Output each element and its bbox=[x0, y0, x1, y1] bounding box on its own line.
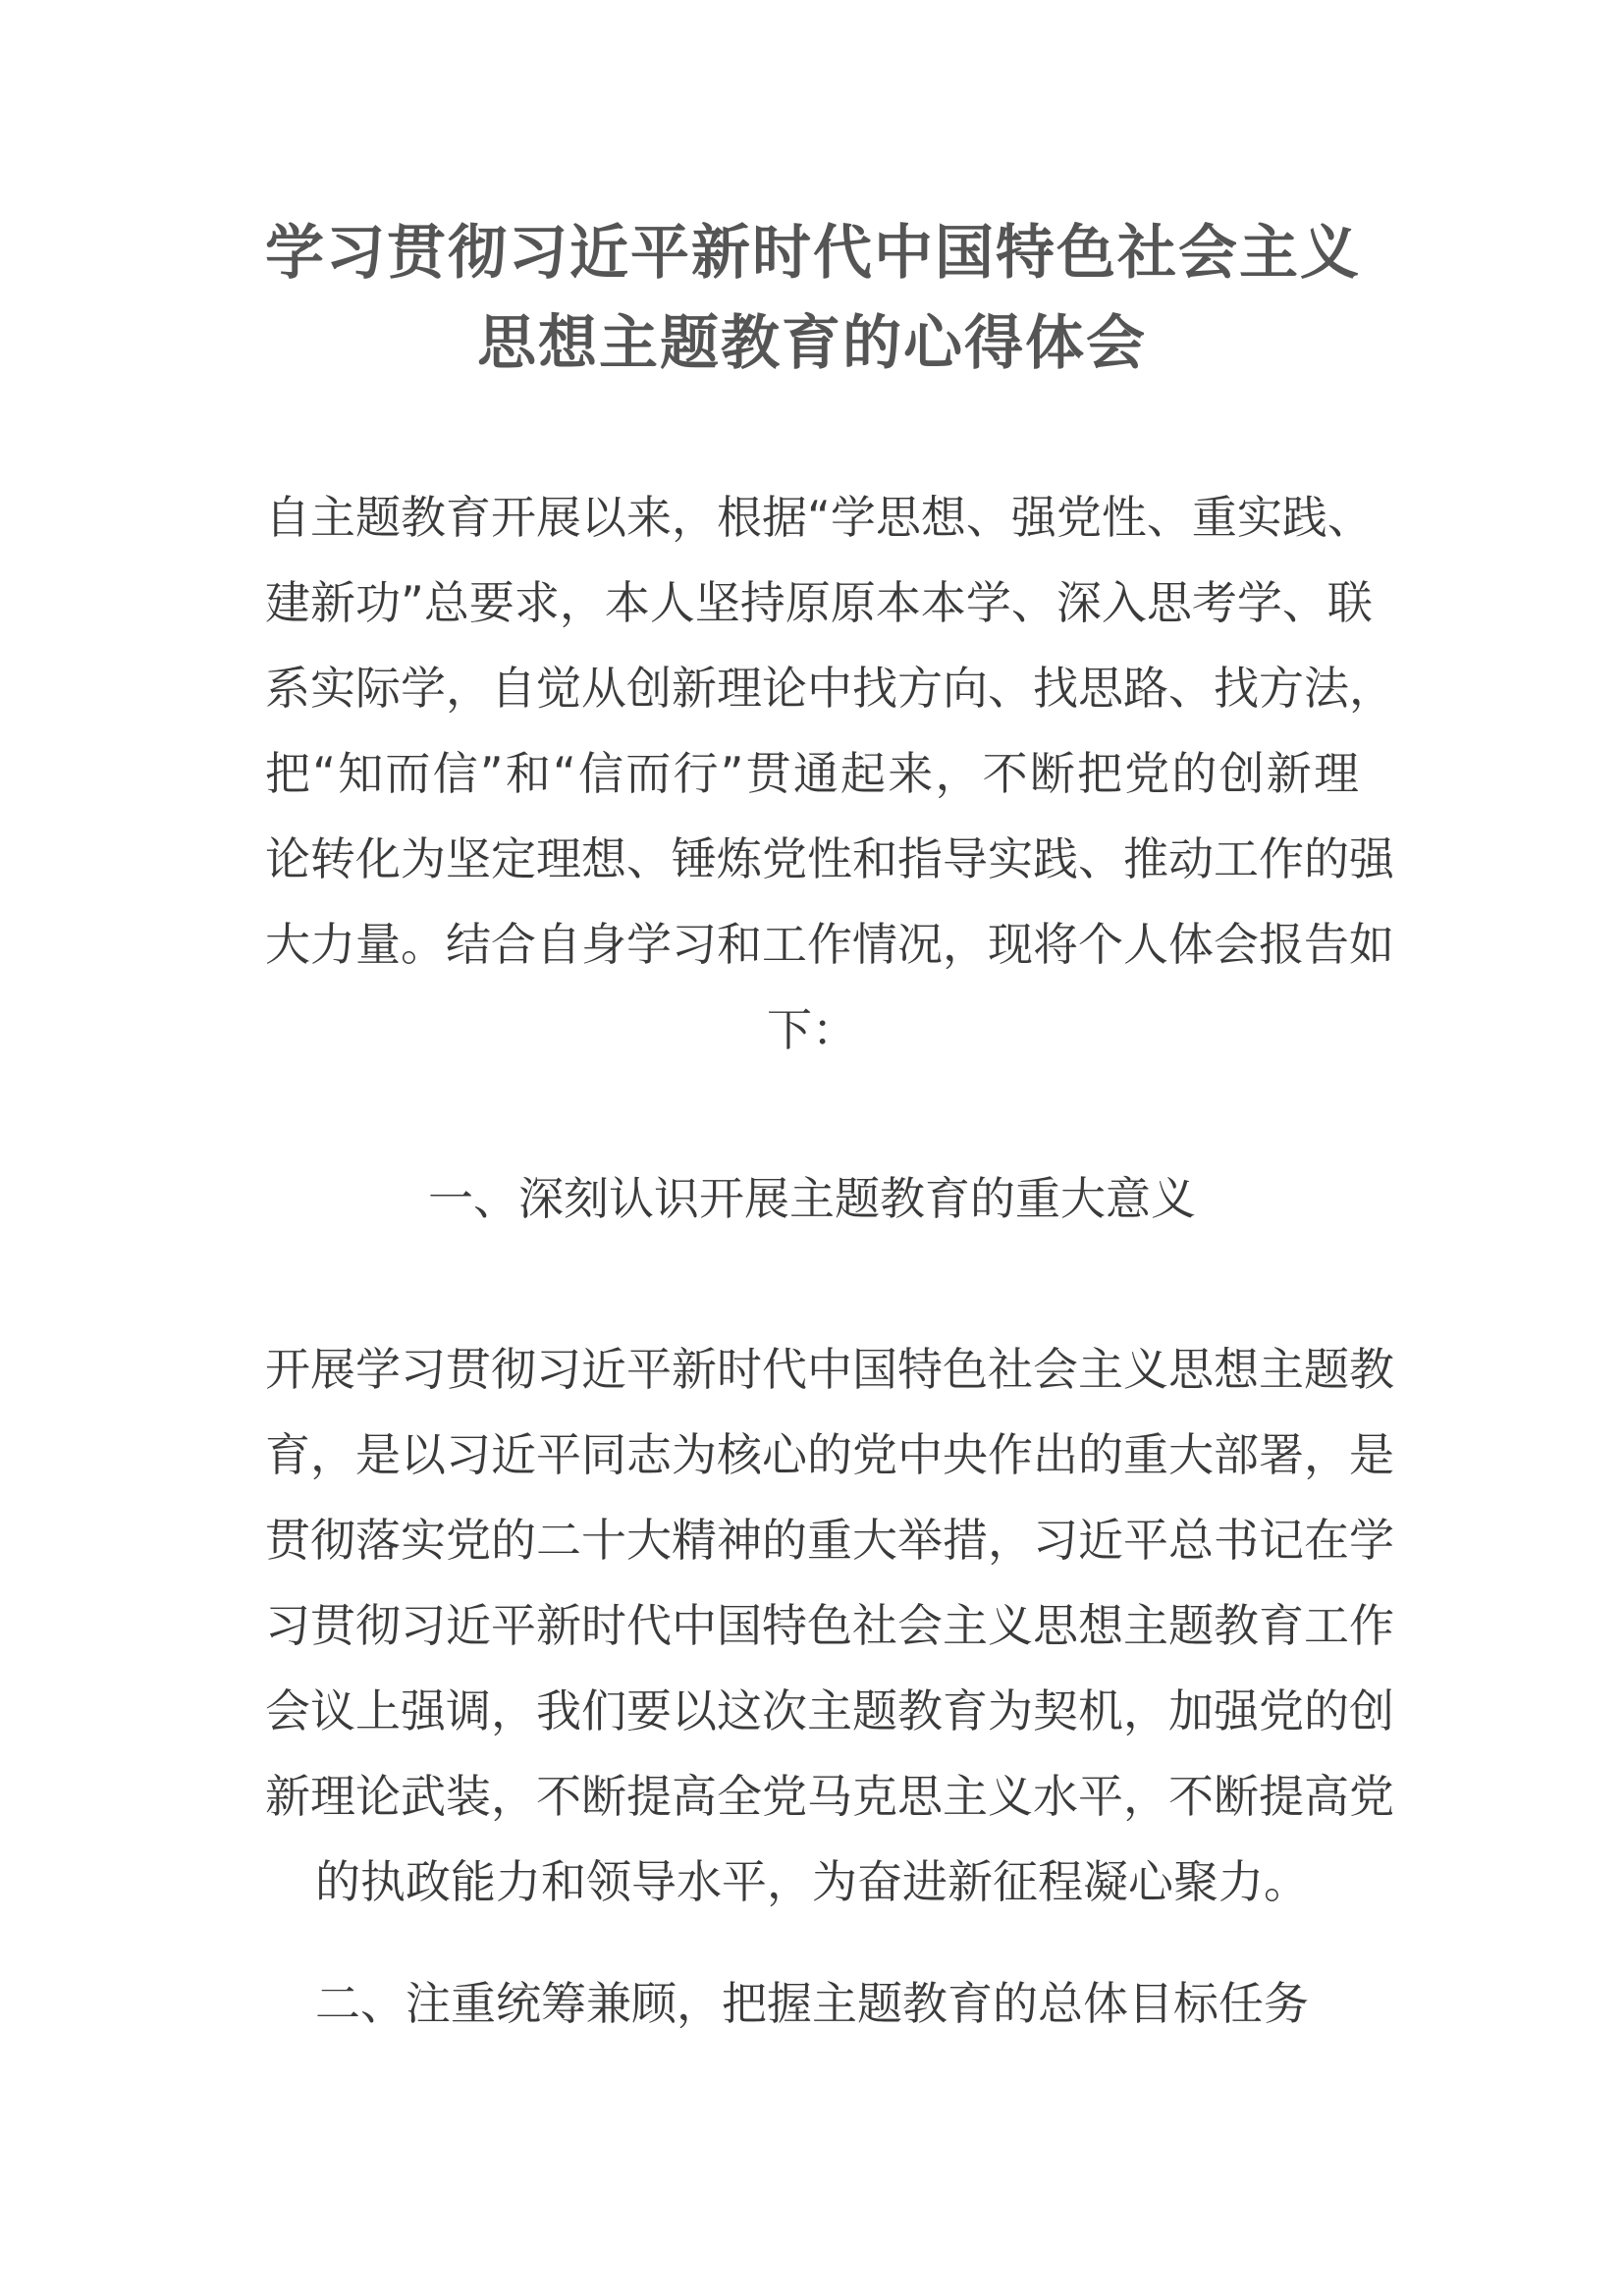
section-heading-2: 二、注重统筹兼顾，把握主题教育的总体目标任务 bbox=[315, 1977, 1309, 2030]
paragraph-line: 把“知而信”和“信而行”贯通起来，不断把党的创新理 bbox=[265, 747, 1359, 800]
section-heading-1: 一、深刻认识开展主题教育的重大意义 bbox=[428, 1172, 1196, 1225]
paragraph-line: 系实际学，自觉从创新理论中找方向、找思路、找方法， bbox=[265, 662, 1394, 715]
paragraph-line: 建新功”总要求，本人坚持原原本本学、深入思考学、联 bbox=[265, 576, 1373, 629]
paragraph-line: 育，是以习近平同志为核心的党中央作出的重大部署，是 bbox=[265, 1428, 1394, 1481]
paragraph-line: 大力量。结合自身学习和工作情况，现将个人体会报告如 bbox=[265, 918, 1394, 971]
paragraph-line: 自主题教育开展以来，根据“学思想、强党性、重实践、 bbox=[265, 491, 1373, 544]
paragraph-line: 贯彻落实党的二十大精神的重大举措，习近平总书记在学 bbox=[265, 1514, 1394, 1567]
paragraph-line: 的执政能力和领导水平，为奋进新征程凝心聚力。 bbox=[315, 1855, 1309, 1908]
paragraph-line: 习贯彻习近平新时代中国特色社会主义思想主题教育工作 bbox=[265, 1599, 1394, 1652]
paragraph-line: 会议上强调，我们要以这次主题教育为契机，加强党的创 bbox=[265, 1684, 1394, 1737]
document-title bbox=[265, 208, 1359, 389]
title-line: 思想主题教育的心得体会 bbox=[477, 309, 1147, 378]
paragraph-line: 开展学习贯彻习近平新时代中国特色社会主义思想主题教 bbox=[265, 1343, 1394, 1396]
paragraph-line: 下： bbox=[767, 1003, 857, 1056]
paragraph-line: 论转化为坚定理想、锤炼党性和指导实践、推动工作的强 bbox=[265, 832, 1394, 885]
intro-paragraph bbox=[265, 475, 1394, 1073]
title-line: 学习贯彻习近平新时代中国特色社会主义 bbox=[265, 219, 1361, 288]
paragraph-line: 新理论武装，不断提高全党马克思主义水平，不断提高党 bbox=[265, 1770, 1394, 1823]
section-1-paragraph bbox=[265, 1327, 1394, 1925]
